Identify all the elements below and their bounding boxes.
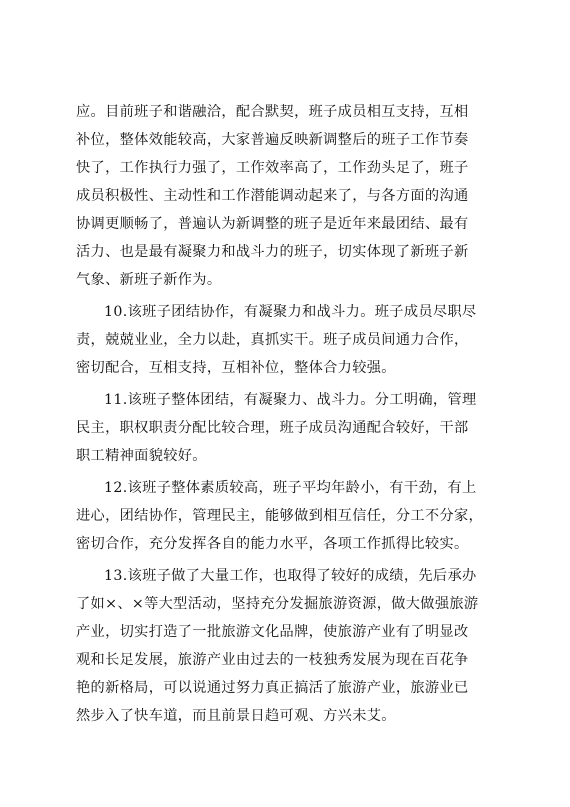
text-line: 快了，工作执行力强了，工作效率高了，工作劲头足了，班子 — [76, 160, 469, 176]
paragraph-item-11 — [76, 386, 496, 470]
text-line: 民主，职权职责分配比较合理，班子成员沟通配合较好，干部 — [76, 420, 469, 436]
text-line: 进心，团结协作，管理民主，能够做到相互信任，分工不分家， — [76, 508, 484, 524]
paragraph-item-13 — [76, 562, 496, 730]
paragraph-continuation — [76, 98, 496, 294]
paragraph-item-10 — [76, 298, 496, 382]
text-line: 气象、新班子新作为。 — [76, 272, 222, 288]
text-line: 补位，整体效能较高，大家普遍反映新调整后的班子工作节奏 — [76, 132, 469, 148]
text-line: 12.该班子整体素质较高，班子平均年龄小，有干劲，有上 — [104, 480, 477, 496]
paragraph-item-12 — [76, 474, 496, 558]
text-line: 协调更顺畅了，普遍认为新调整的班子是近年来最团结、最有 — [76, 216, 469, 232]
text-line: 13.该班子做了大量工作，也取得了较好的成绩，先后承办 — [104, 568, 477, 584]
text-line: 产业，切实打造了一批旅游文化品牌，使旅游产业有了明显改 — [76, 624, 469, 640]
document-body — [76, 98, 496, 730]
text-line: 活力、也是最有凝聚力和战斗力的班子，切实体现了新班子新 — [76, 244, 469, 260]
text-line: 观和长足发展，旅游产业由过去的一枝独秀发展为现在百花争 — [76, 652, 469, 668]
text-line: 职工精神面貌较好。 — [76, 448, 207, 464]
text-line: 11.该班子整体团结，有凝聚力、战斗力。分工明确，管理 — [104, 392, 477, 408]
text-line: 应。目前班子和谐融洽，配合默契，班子成员相互支持，互相 — [76, 104, 469, 120]
text-line: 艳的新格局，可以说通过努力真正搞活了旅游产业，旅游业已 — [76, 680, 469, 696]
text-line: 然步入了快车道，而且前景日趋可观、方兴未艾。 — [76, 708, 396, 724]
text-line: 成员积极性、主动性和工作潜能调动起来了，与各方面的沟通 — [76, 188, 469, 204]
text-line: 了如×、×等大型活动，坚持充分发掘旅游资源，做大做强旅游 — [76, 596, 479, 612]
text-line: 密切配合，互相支持，互相补位，整体合力较强。 — [76, 360, 396, 376]
text-line: 10.该班子团结协作，有凝聚力和战斗力。班子成员尽职尽 — [104, 304, 477, 320]
text-line: 责，兢兢业业，全力以赴，真抓实干。班子成员间通力合作， — [76, 332, 469, 348]
text-line: 密切合作，充分发挥各自的能力水平，各项工作抓得比较实。 — [76, 536, 469, 552]
